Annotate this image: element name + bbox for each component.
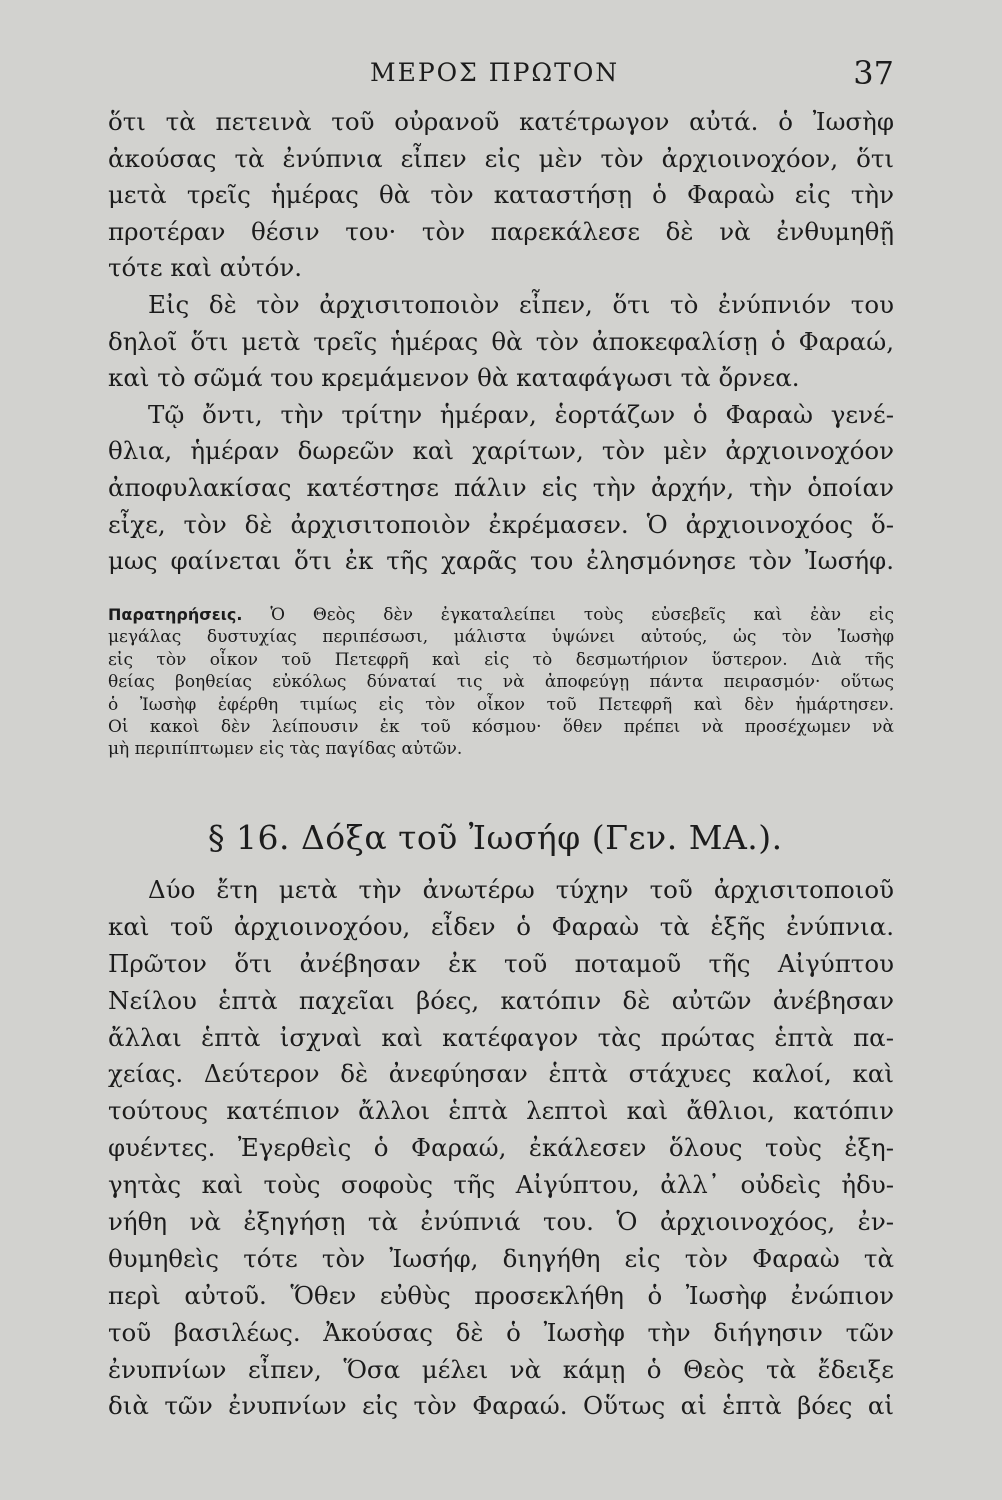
text-line: Εἰς δὲ τὸν ἀρχισιτοποιὸν εἶπεν, ὅτι τὸ ἐνύπνιόν του	[148, 289, 894, 319]
text-line: γητὰς καὶ τοὺς σοφοὺς τῆς Αἰγύπτου, ἀλλ᾽ οὐδεὶς ἠδυ-	[108, 1170, 894, 1200]
page-number: 37	[853, 54, 894, 92]
note-line: ὁ Ἰωσὴφ ἐφέρθη τιμίως εἰς τὸν οἶκον τοῦ Πετεφρῆ καὶ δὲν ἡμάρτησεν.	[108, 694, 894, 715]
text-line: διὰ τῶν ἐνυπνίων εἰς τὸν Φαραώ. Οὕτως αἱ ἑπτὰ βόες αἱ	[108, 1391, 894, 1421]
text-line: ἀκούσας τὰ ἐνύπνια εἶπεν εἰς μὲν τὸν ἀρχιοινοχόον, ὅτι	[108, 143, 894, 173]
observations-note	[108, 604, 894, 761]
text-line: καὶ τὸ σῶμά του κρεμάμενον θὰ καταφάγωσι τὰ ὄρνεα.	[108, 363, 800, 393]
text-line: προτέραν θέσιν του· τὸν παρεκάλεσε δὲ νὰ ἐνθυμηθῇ	[108, 216, 894, 246]
note-line: μεγάλας δυστυχίας περιπέσωσι, μάλιστα ὑψώνει αὐτούς, ὡς τὸν Ἰωσὴφ	[108, 627, 894, 648]
text-line: τότε καὶ αὐτόν.	[108, 253, 303, 283]
text-line: δηλοῖ ὅτι μετὰ τρεῖς ἡμέρας θὰ τὸν ἀποκεφαλίσῃ ὁ Φαραώ,	[108, 326, 894, 356]
text-line: καὶ τοῦ ἀρχιοινοχόου, εἶδεν ὁ Φαραὼ τὰ ἑξῆς ἐνύπνια.	[108, 911, 894, 941]
note-label: Παρατηρήσεις.	[108, 605, 243, 624]
text-line: ἀποφυλακίσας κατέστησε πάλιν εἰς τὴν ἀρχήν, τὴν ὁποίαν	[108, 472, 894, 502]
text-line: Δύο ἔτη μετὰ τὴν ἀνωτέρω τύχην τοῦ ἀρχισιτοποιοῦ	[148, 875, 894, 904]
section-heading: § 16. Δόξα τοῦ Ἰωσήφ (Γεν. ΜΑ.).	[208, 818, 783, 857]
page-header	[108, 54, 894, 98]
running-head: ΜΕΡΟΣ ΠΡΩΤΟΝ	[370, 58, 620, 87]
text-line: φυέντες. Ἐγερθεὶς ὁ Φαραώ, ἐκάλεσεν ὅλους τοὺς ἐξη-	[108, 1133, 894, 1163]
text-line: ὅτι τὰ πετεινὰ τοῦ οὐρανοῦ κατέτρωγον αὐτά. ὁ Ἰωσὴφ	[108, 107, 894, 136]
text-line: Πρῶτον ὅτι ἀνέβησαν ἐκ τοῦ ποταμοῦ τῆς Αἰγύπτου	[108, 948, 894, 978]
text-line: θυμηθεὶς τότε τὸν Ἰωσήφ, διηγήθη εἰς τὸν Φαραὼ τὰ	[108, 1243, 894, 1273]
body-text-top	[108, 104, 894, 580]
text-line: μως φαίνεται ὅτι ἐκ τῆς χαρᾶς του ἐλησμόνησε τὸν Ἰωσήφ.	[108, 546, 894, 576]
text-line: εἶχε, τὸν δὲ ἀρχισιτοποιὸν ἐκρέμασεν. Ὁ ἀρχιοινοχόος ὅ-	[108, 509, 894, 539]
text-line: χείας. Δεύτερον δὲ ἀνεφύησαν ἑπτὰ στάχυες καλοί, καὶ	[108, 1059, 894, 1089]
note-line: εἰς τὸν οἶκον τοῦ Πετεφρῆ καὶ εἰς τὸ δεσμωτήριον ὕστερον. Διὰ τῆς	[108, 649, 894, 670]
text-line: τοῦ βασιλέως. Ἀκούσας δὲ ὁ Ἰωσὴφ τὴν διήγησιν τῶν	[108, 1317, 894, 1347]
text-line: νήθη νὰ ἐξηγήσῃ τὰ ἐνύπνιά του. Ὁ ἀρχιοινοχόος, ἐν-	[108, 1207, 894, 1237]
text-line: Νείλου ἑπτὰ παχεῖαι βόες, κατόπιν δὲ αὐτῶν ἀνέβησαν	[108, 985, 894, 1015]
note-line: Οἱ κακοὶ δὲν λείπουσιν ἐκ τοῦ κόσμου· ὅθεν πρέπει νὰ προσέχωμεν νὰ	[108, 716, 894, 737]
note-line: θείας βοηθείας εὐκόλως δύναταί τις νὰ ἀποφεύγῃ πάντα πειρασμόν· οὕτως	[108, 672, 894, 693]
note-line	[108, 604, 894, 626]
text-line: τούτους κατέπιον ἄλλοι ἑπτὰ λεπτοὶ καὶ ἄθλιοι, κατόπιν	[108, 1096, 894, 1126]
note-text: Ὁ Θεὸς δὲν ἐγκαταλείπει τοὺς εὐσεβεῖς καὶ ἐὰν εἰς	[270, 605, 894, 625]
text-line: περὶ αὐτοῦ. Ὅθεν εὐθὺς προσεκλήθη ὁ Ἰωσὴφ ἐνώπιον	[108, 1280, 894, 1310]
text-line: Τῷ ὄντι, τὴν τρίτην ἡμέραν, ἑορτάζων ὁ Φαραὼ γενέ-	[148, 399, 894, 429]
body-text-bottom	[108, 872, 894, 1425]
text-line: ἐνυπνίων εἶπεν, Ὅσα μέλει νὰ κάμῃ ὁ Θεὸς τὰ ἔδειξε	[108, 1354, 894, 1384]
text-line: μετὰ τρεῖς ἡμέρας θὰ τὸν καταστήσῃ ὁ Φαραὼ εἰς τὴν	[108, 180, 894, 210]
note-line: μὴ περιπίπτωμεν εἰς τὰς παγίδας αὐτῶν.	[108, 739, 463, 760]
text-line: ἄλλαι ἑπτὰ ἰσχναὶ καὶ κατέφαγον τὰς πρώτας ἑπτὰ πα-	[108, 1022, 894, 1052]
text-line: θλια, ἡμέραν δωρεῶν καὶ χαρίτων, τὸν μὲν ἀρχιοινοχόον	[108, 436, 894, 466]
